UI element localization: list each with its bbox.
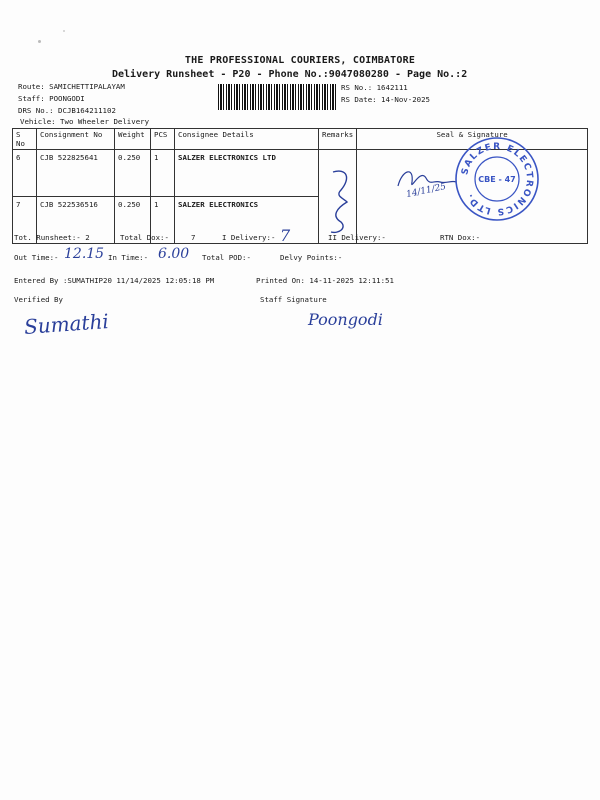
vehicle: Vehicle: Two Wheeler Delivery xyxy=(20,117,150,126)
stamp-code: CBE - 47 xyxy=(478,175,516,184)
cell-consignment: CJB 522536516 xyxy=(37,197,115,244)
stamp-company: SALZER ELECTRONICS LTD. xyxy=(460,141,535,217)
total-dox-value: 7 xyxy=(191,233,196,242)
runsheet-subtitle: Delivery Runsheet - P20 - Phone No.:9047080280 - Page No.:2 xyxy=(112,69,468,80)
company-stamp xyxy=(454,136,540,222)
cell-weight: 0.250 xyxy=(115,197,151,244)
cell-weight: 0.250 xyxy=(115,150,151,197)
total-pod-label: Total POD:- xyxy=(202,253,251,262)
total-dox-label: Total Dox:- xyxy=(120,233,169,242)
rs-number: RS No.: 1642111 xyxy=(341,83,408,92)
i-delivery-value: 7 xyxy=(280,226,291,245)
staff: Staff: POONGODI xyxy=(18,94,85,103)
col-sno: S No xyxy=(13,129,37,150)
col-remarks: Remarks xyxy=(319,129,357,150)
company-title: THE PROFESSIONAL COURIERS, COIMBATORE xyxy=(184,55,416,66)
cell-sno: 6 xyxy=(13,150,37,197)
out-time-label: Out Time:- xyxy=(14,253,59,262)
verified-by-label: Verified By xyxy=(14,295,63,304)
scan-speck xyxy=(63,30,65,32)
in-time-label: In Time:- xyxy=(108,253,149,262)
signature-date: 14/11/25 xyxy=(405,181,448,201)
verifier-signature: Sumathi xyxy=(23,309,110,339)
cell-pcs: 1 xyxy=(151,197,175,244)
rtn-dox-label: RTN Dox:- xyxy=(440,233,481,242)
cell-consignment: CJB 522825641 xyxy=(37,150,115,197)
cell-consignee: SALZER ELECTRONICS LTD xyxy=(175,150,319,197)
scan-speck xyxy=(38,40,41,43)
drs-number: DRS No.: DCJB164211102 xyxy=(18,106,116,115)
remarks-brace-mark xyxy=(325,168,355,238)
tot-runsheet: Tot. Runsheet:- 2 xyxy=(14,233,90,242)
col-pcs: PCS xyxy=(151,129,175,150)
cell-remarks xyxy=(319,150,357,244)
staff-signature: Poongodi xyxy=(308,310,383,329)
cell-sno: 7 xyxy=(13,197,37,244)
ii-delivery-label: II Delivery:- xyxy=(328,233,386,242)
col-seal: Seal & Signature xyxy=(357,129,588,150)
out-time-value: 12.15 xyxy=(64,246,105,262)
staff-signature-label: Staff Signature xyxy=(260,295,327,304)
i-delivery-label: I Delivery:- xyxy=(222,233,276,242)
printed-on: Printed On: 14-11-2025 12:11:51 xyxy=(256,276,394,285)
col-weight: Weight xyxy=(115,129,151,150)
col-consignee: Consignee Details xyxy=(175,129,319,150)
cell-consignee: SALZER ELECTRONICS xyxy=(175,197,319,244)
cell-pcs: 1 xyxy=(151,150,175,197)
route: Route: SAMICHETTIPALAYAM xyxy=(18,82,125,91)
rs-date: RS Date: 14-Nov-2025 xyxy=(341,95,430,104)
entered-by: Entered By :SUMATHIP20 11/14/2025 12:05:18 PM xyxy=(14,276,215,285)
in-time-value: 6.00 xyxy=(158,246,190,262)
delvy-points-label: Delvy Points:- xyxy=(280,253,343,262)
barcode xyxy=(218,84,336,110)
col-consignment: Consignment No xyxy=(37,129,115,150)
